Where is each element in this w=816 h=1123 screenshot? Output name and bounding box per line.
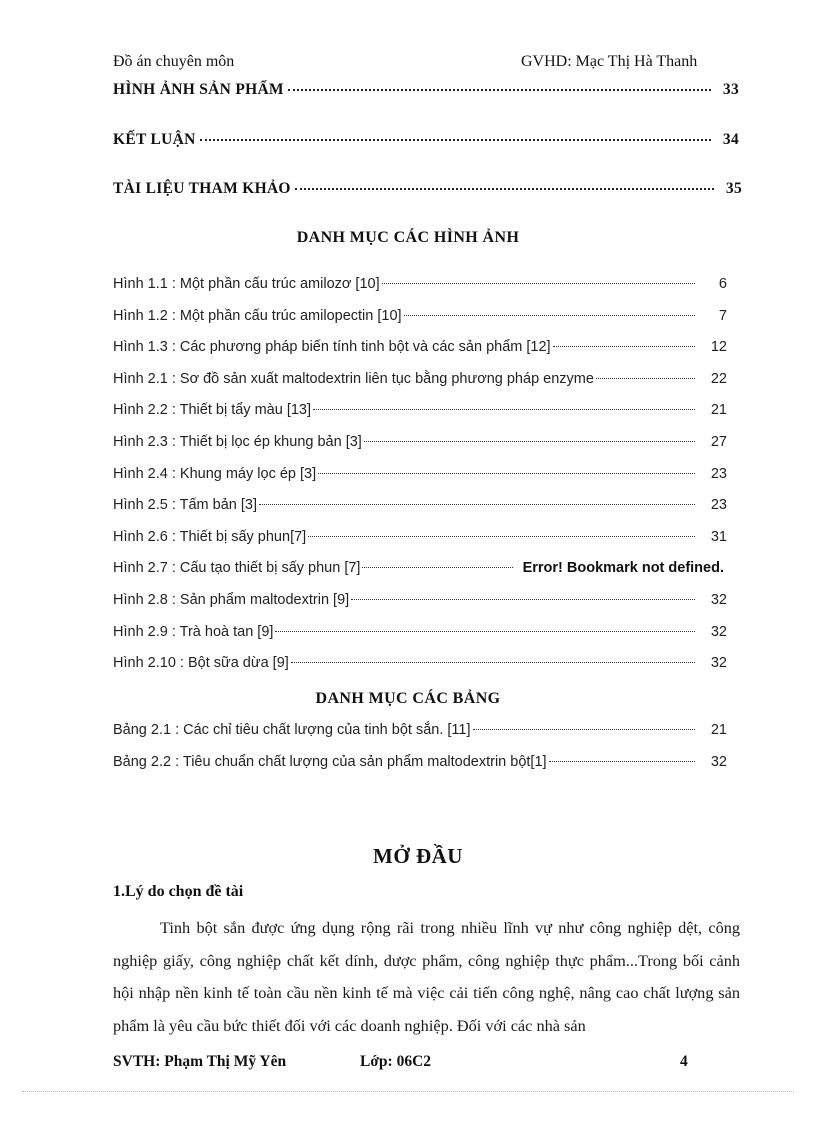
figure-page: 32 xyxy=(710,592,727,608)
page-bottom-border xyxy=(22,1091,794,1092)
paragraph-text: Tinh bột sắn được ứng dụng rộng rãi trong nhiều lĩnh vự như công nghiệp dệt, công nghiệp giấy, công nghiệp chất kết dính, dược phẩm, công nghiệp thực phẩm...Trong bối cảnh hội nhập nền kinh tế toàn cầu nền kinh tế mà việc cải tiến công nghệ, nâng cao chất lượng sản phẩm là yêu cầu bức thiết đối với các doanh nghiệp. Đối với các nhà sản xyxy=(113,918,740,1035)
figure-caption: Hình 2.10 : Bột sữa dừa [9] xyxy=(113,655,289,672)
table-entry xyxy=(113,754,727,770)
figure-caption: Hình 2.6 : Thiết bị sấy phun[7] xyxy=(113,528,307,545)
figure-page: 12 xyxy=(710,339,727,356)
figure-entry xyxy=(113,655,727,671)
dot-leader xyxy=(473,728,696,730)
figure-page: 23 xyxy=(710,497,727,514)
dot-leader xyxy=(362,566,512,568)
figure-page: 32 xyxy=(710,623,727,640)
figure-entry xyxy=(113,592,727,608)
dot-leader xyxy=(295,187,714,190)
footer-student: SVTH: Phạm Thị Mỹ Yên xyxy=(113,1053,287,1070)
table-page: 21 xyxy=(710,722,727,738)
footer-class: Lớp: 06C2 xyxy=(360,1053,432,1070)
toc-entry-title: HÌNH ẢNH SẢN PHẨM xyxy=(113,81,284,98)
dot-leader xyxy=(288,88,711,91)
figure-entry xyxy=(113,276,727,292)
toc-entry-conclusion xyxy=(113,131,739,149)
figure-entry xyxy=(113,560,724,576)
section-title: 1.Lý do chọn đề tài xyxy=(113,883,244,900)
dot-leader xyxy=(308,535,695,537)
dot-leader xyxy=(313,408,695,410)
toc-entry-title: TÀI LIỆU THAM KHẢO xyxy=(113,180,291,197)
main-title: MỞ ĐẦU xyxy=(373,844,463,868)
figure-entry xyxy=(113,497,727,513)
toc-entry-references xyxy=(113,180,742,198)
figure-entry xyxy=(113,339,727,355)
dot-leader xyxy=(549,760,695,762)
table-entry xyxy=(113,722,727,738)
figure-caption: Hình 1.3 : Các phương pháp biến tính tinh bột và các sản phẩm [12] xyxy=(113,339,551,356)
dot-leader xyxy=(200,138,711,141)
dot-leader xyxy=(364,440,695,442)
figure-caption: Hình 2.4 : Khung máy lọc ép [3] xyxy=(113,465,317,482)
figure-caption: Hình 2.8 : Sản phẩm maltodextrin [9] xyxy=(113,592,350,608)
figure-entry xyxy=(113,402,727,418)
figure-caption: Hình 1.1 : Một phần cấu trúc amilozơ [10] xyxy=(113,276,380,292)
table-caption: Bảng 2.1 : Các chỉ tiêu chất lượng của tinh bột sắn. [11] xyxy=(113,722,471,738)
figure-caption: Hình 2.2 : Thiết bị tẩy màu [13] xyxy=(113,402,312,419)
figure-caption: Hình 2.3 : Thiết bị lọc ép khung bản [3] xyxy=(113,434,362,450)
figure-caption: Hình 1.2 : Một phần cấu trúc amilopectin [10] xyxy=(113,307,402,324)
dot-leader xyxy=(291,661,695,663)
table-page: 32 xyxy=(710,753,727,770)
toc-entry-page: 34 xyxy=(722,131,739,148)
figure-entry xyxy=(113,434,727,450)
dot-leader xyxy=(596,377,695,379)
toc-entry-page: 35 xyxy=(725,180,742,197)
dot-leader xyxy=(382,282,695,284)
body-paragraph xyxy=(113,912,740,1042)
dot-leader xyxy=(275,630,695,632)
dot-leader xyxy=(351,598,695,600)
figure-entry xyxy=(113,308,727,324)
header-supervisor: GVHD: Mạc Thị Hà Thanh xyxy=(521,53,698,70)
header-course: Đồ án chuyên môn xyxy=(113,53,235,70)
table-caption: Bảng 2.2 : Tiêu chuẩn chất lượng của sản phẩm maltodextrin bột[1] xyxy=(113,753,547,770)
toc-entry-title: KẾT LUẬN xyxy=(113,131,196,148)
figure-entry xyxy=(113,371,727,387)
figure-page: 22 xyxy=(710,370,727,387)
figure-page: 31 xyxy=(710,528,727,545)
toc-entry-page: 33 xyxy=(722,81,739,98)
figure-entry xyxy=(113,624,727,640)
figure-entry xyxy=(113,529,727,545)
figure-page: 32 xyxy=(710,655,727,672)
figure-page: 21 xyxy=(710,402,727,419)
bookmark-error: Error! Bookmark not defined. xyxy=(522,560,724,577)
figure-entry xyxy=(113,466,727,482)
dot-leader xyxy=(259,503,695,505)
figure-page: 23 xyxy=(710,465,727,482)
dot-leader xyxy=(318,472,695,474)
dot-leader xyxy=(404,314,695,316)
tables-heading: DANH MỤC CÁC BẢNG xyxy=(315,690,501,707)
figure-caption: Hình 2.9 : Trà hoà tan [9] xyxy=(113,623,274,640)
toc-entry-product-images xyxy=(113,81,739,99)
figure-caption: Hình 2.7 : Cấu tạo thiết bị sấy phun [7] xyxy=(113,560,361,577)
figure-page: 7 xyxy=(718,307,727,324)
figures-heading: DANH MỤC CÁC HÌNH ẢNH xyxy=(296,229,520,246)
figure-page: 27 xyxy=(710,434,727,450)
figure-caption: Hình 2.5 : Tấm bản [3] xyxy=(113,497,258,514)
figure-page: 6 xyxy=(718,276,727,292)
dot-leader xyxy=(553,345,695,347)
footer-page-number: 4 xyxy=(680,1053,688,1070)
figure-caption: Hình 2.1 : Sơ đồ sản xuất maltodextrin liên tục bằng phương pháp enzyme xyxy=(113,370,594,387)
